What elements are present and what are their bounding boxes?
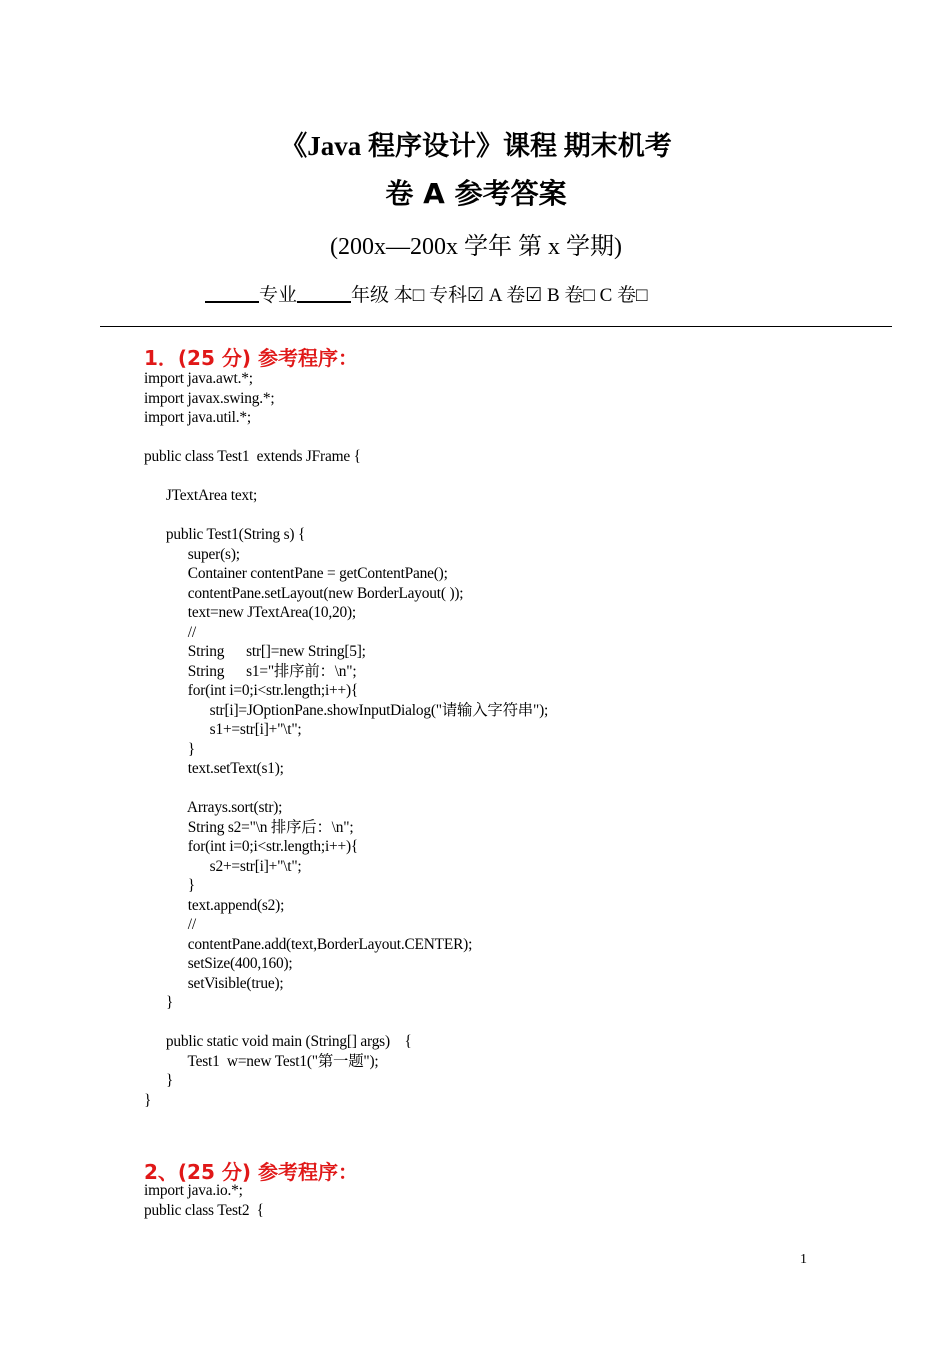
code-line (144, 428, 548, 448)
code-line: Test1 w=new Test1("第一题"); (144, 1052, 379, 1070)
section-2-heading: 2、(25 分) 参考程序： (144, 1160, 358, 1184)
header-divider (100, 326, 892, 327)
code-line: public class Test1 extends JFrame { (144, 448, 361, 465)
code-line (144, 506, 548, 526)
code-line: String s2="\n 排序后：\n"; (144, 818, 354, 836)
code-line: import javax.swing.*; (144, 389, 275, 407)
section-1-heading: 1．(25 分) 参考程序： (144, 346, 358, 370)
code-line: contentPane.add(text,BorderLayout.CENTER); (144, 935, 473, 953)
code-line: Arrays.sort(str); (144, 799, 283, 816)
code-line: String str[]=new String[5]; (144, 643, 366, 660)
major-label: 专业 (259, 285, 298, 306)
section-2-code (144, 1181, 264, 1220)
code-line: } (144, 877, 195, 894)
document-title: 《Java 程序设计》课程 期末机考 (280, 131, 672, 161)
exam-info-line (205, 280, 648, 307)
code-line: } (144, 1072, 174, 1089)
semester-line: (200x—200x 学年 第 x 学期) (330, 234, 622, 260)
code-line: Container contentPane = getContentPane(); (144, 565, 448, 582)
code-line: public Test1(String s) { (144, 526, 306, 543)
code-line: // (144, 623, 196, 641)
code-line: text.append(s2); (144, 896, 285, 914)
code-line: public static void main (String[] args) { (144, 1033, 412, 1050)
grade-blank (297, 283, 351, 303)
section-1-code (144, 369, 548, 1110)
code-line: JTextArea text; (144, 487, 258, 504)
code-line: } (144, 1091, 152, 1109)
code-line: str[i]=JOptionPane.showInputDialog("请输入字符串"); (144, 701, 549, 719)
code-line: import java.awt.*; (144, 370, 253, 387)
code-line: for(int i=0;i<str.length;i++){ (144, 838, 359, 855)
code-line: } (144, 994, 174, 1011)
code-line: } (144, 740, 195, 758)
code-line (144, 467, 548, 487)
grade-label: 年级 本□ 专科☑ A 卷☑ B 卷□ C 卷□ (351, 285, 648, 306)
code-line: setVisible(true); (144, 974, 284, 992)
code-line: String s1="排序前：\n"; (144, 662, 357, 680)
code-line: public class Test2 { (144, 1201, 264, 1219)
code-line: s2+=str[i]+"\t"; (144, 857, 302, 875)
code-line: text.setText(s1); (144, 760, 284, 777)
document-subtitle: 卷 A 参考答案 (385, 177, 567, 210)
code-line: setSize(400,160); (144, 955, 293, 972)
code-line (144, 779, 548, 799)
code-line: super(s); (144, 545, 240, 563)
code-line: import java.io.*; (144, 1182, 243, 1199)
code-line: text=new JTextArea(10,20); (144, 604, 356, 621)
code-line: contentPane.setLayout(new BorderLayout( )); (144, 584, 464, 602)
page-number: 1 (800, 1252, 807, 1267)
code-line: for(int i=0;i<str.length;i++){ (144, 682, 359, 699)
code-line (144, 1013, 548, 1033)
code-line: // (144, 916, 196, 933)
code-line: s1+=str[i]+"\t"; (144, 721, 302, 738)
major-blank (205, 283, 259, 303)
code-line: import java.util.*; (144, 409, 251, 426)
